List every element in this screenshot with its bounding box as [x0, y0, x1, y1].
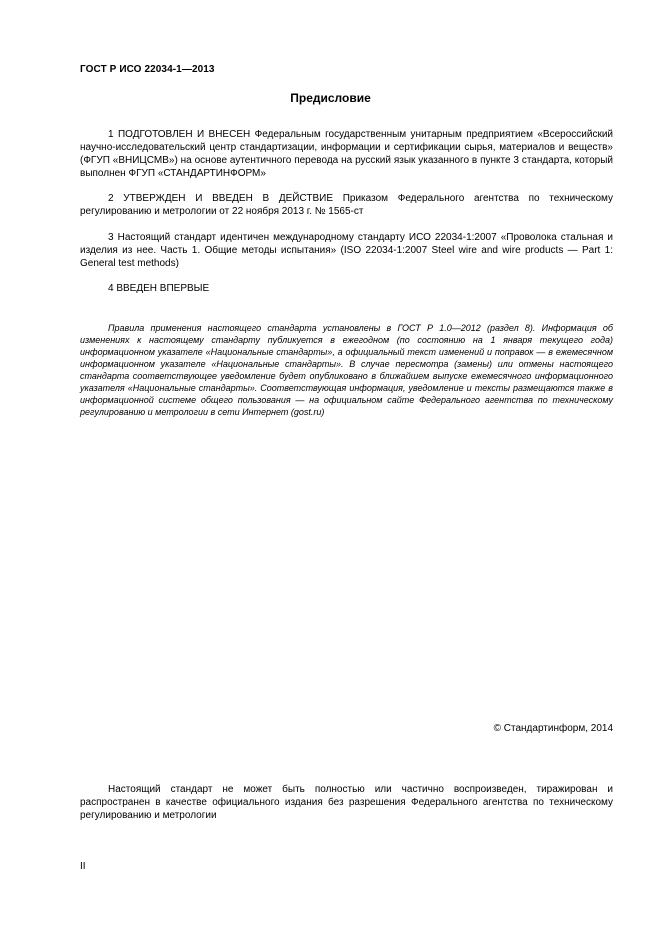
- preface-item-4: 4 ВВЕДЕН ВПЕРВЫЕ: [108, 283, 210, 294]
- preface-item-2: 2 УТВЕРЖДЕН И ВВЕДЕН В ДЕЙСТВИЕ Приказом Федерального агентства по техническому регулированию и метрологии от 22 ноября 2013 г. № 1565-ст: [80, 193, 613, 217]
- preface-item-3: 3 Настоящий стандарт идентичен международному стандарту ИСО 22034-1:2007 «Проволока стальная и изделия из нее. Часть 1. Общие методы испытания» (ISO 22034-1:2007 Steel wire and wire products — Part 1: General test methods): [80, 232, 613, 269]
- preface-item-1: 1 ПОДГОТОВЛЕН И ВНЕСЕН Федеральным государственным унитарным предприятием «Всероссийский научно-исследовательский центр стандартизации, информации и сертификации сырья, материалов и веществ» (ФГУП «ВНИЦСМВ») на основе аутентичного перевода на русский язык указанного в пункте 3 стандарта, который выполнен ФГУП «СТАНДАРТИНФОРМ»: [80, 129, 613, 179]
- application-rules-notice: Правила применения настоящего стандарта установлены в ГОСТ Р 1.0—2012 (раздел 8). Информация об изменениях к настоящему стандарту публикуется в ежегодном (по состоянию на 1 января текущего года) информационном указателе «Национальные стандарты», а официальный текст изменений и поправок — в ежемесячном информационном указателе «Национальные стандарты». В случае пересмотра (замены) или отмены настоящего стандарта соответствующее уведомление будет опубликовано в ближайшем выпуске ежемесячного информационного указателя «Национальные стандарты». Соответствующая информация, уведомление и тексты размещаются также в информационной системе общего пользования — на официальном сайте Федерального агентства по техническому регулированию и метрологии в сети Интернет (gost.ru): [80, 323, 613, 417]
- page-title: Предисловие: [290, 91, 371, 105]
- standard-code: ГОСТ Р ИСО 22034-1—2013: [80, 64, 215, 75]
- reproduction-notice: Настоящий стандарт не может быть полностью или частично воспроизведен, тиражирован и распространен в качестве официального издания без разрешения Федерального агентства по техническому регулированию и метрологии: [80, 784, 613, 821]
- copyright-notice: © Стандартинформ, 2014: [493, 723, 613, 734]
- page-number: II: [80, 861, 86, 872]
